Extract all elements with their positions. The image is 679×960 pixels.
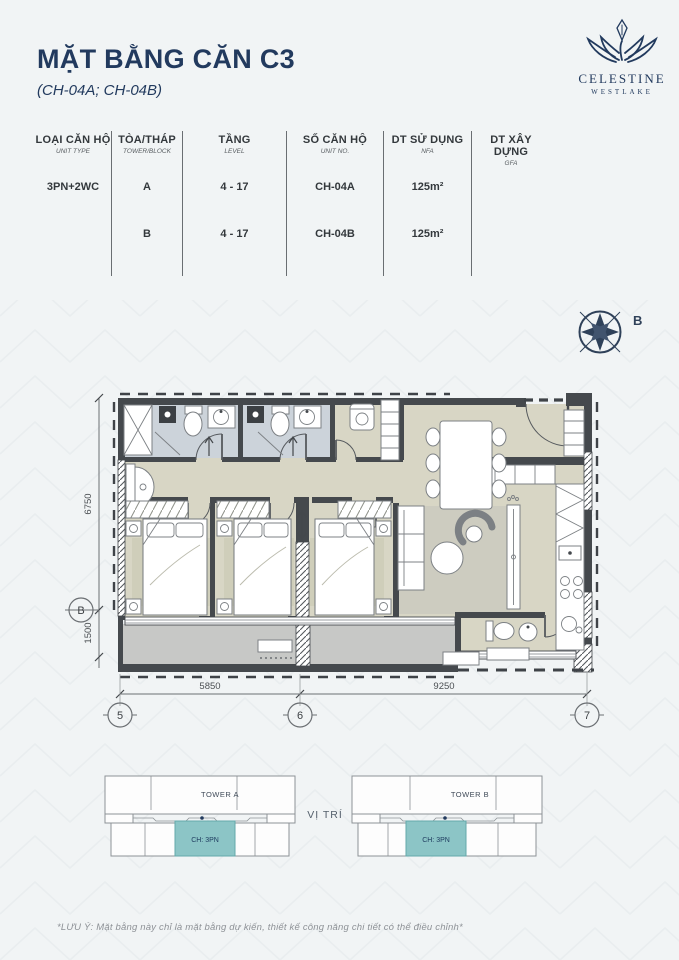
site-location-label: VỊ TRÍ (307, 809, 343, 821)
column-header: DT SỬ DỤNG (391, 134, 464, 146)
wardrobe (338, 501, 391, 518)
planter (487, 648, 529, 660)
column-header: TẦNG (218, 134, 251, 146)
grid-bubble-5: 5 (116, 710, 124, 722)
tower-a-label: TOWER A (201, 790, 239, 799)
table-cell: B (143, 227, 151, 240)
table-cell: 4 - 17 (220, 227, 249, 240)
table-column-unit-type: LOẠI CĂN HỘ UNIT TYPE 3PN+2WC (35, 131, 112, 276)
dim-bottom-left: 5850 (199, 681, 221, 692)
table-cell (472, 222, 550, 269)
wardrobe (126, 501, 188, 518)
brand-name: CELESTINE (578, 71, 666, 86)
page-title: MẶT BẰNG CĂN C3 (37, 44, 295, 74)
tower-a-unit-label: CH: 3PN (191, 837, 219, 844)
tower-a-keyplan (105, 776, 295, 856)
table-column-gfa: DT XÂY DỰNG GFA (472, 131, 550, 276)
dim-bottom-right: 9250 (433, 681, 455, 692)
table-cell (472, 175, 550, 222)
wardrobe (217, 501, 269, 518)
table-column-level: TẦNG LEVEL 4 - 17 4 - 17 (183, 131, 287, 276)
table-cell (35, 210, 111, 257)
grid-bubble-6: 6 (296, 710, 304, 722)
toilet (494, 623, 514, 640)
dim-left-lower: 1500 (83, 622, 94, 644)
tower-b-label: TOWER B (450, 790, 490, 799)
table-cell: CH-04A (315, 180, 355, 193)
table-column-unit-no: SỐ CĂN HỘ UNIT NO. CH-04A CH-04B (287, 131, 384, 276)
brand-logo (572, 12, 672, 96)
dim-left-upper: 6750 (83, 493, 94, 515)
planter (443, 652, 479, 665)
table-cell: 4 - 17 (220, 180, 249, 193)
toilet (271, 412, 289, 436)
tall-cabinet (381, 400, 399, 460)
tower-b-keyplan (352, 776, 542, 856)
tower-b-unit-label: CH: 3PN (422, 837, 450, 844)
table-column-nfa: DT SỬ DỤNG NFA 125m² 125m² (384, 131, 472, 276)
table-cell: 125m² (411, 227, 444, 240)
column-header: DT XÂY DỰNG (490, 134, 532, 158)
compass-icon (580, 312, 643, 353)
dining-set (426, 421, 506, 509)
unit-spec-table (35, 131, 550, 276)
coffee-table (431, 542, 463, 574)
page-subtitle: (CH-04A; CH-04B) (37, 82, 163, 99)
bed (234, 519, 291, 615)
bed (315, 519, 374, 615)
table-cell: 125m² (411, 180, 444, 193)
compass-north-label: B (633, 313, 643, 328)
entry-shoe-cabinet (564, 410, 584, 456)
site-key-plans (60, 763, 620, 870)
toilet (184, 412, 202, 436)
bed (143, 519, 207, 615)
planter (258, 640, 292, 652)
dining-table (440, 421, 492, 509)
brand-subname: WESTLAKE (591, 88, 653, 96)
kitchen-counter-right (556, 484, 584, 650)
lotus-logo-icon (572, 12, 672, 64)
table-cell: A (143, 180, 151, 193)
disclaimer-note: *LƯU Ý: Mặt bằng này chỉ là mặt bằng dự kiến, thiết kế công năng chi tiết có thể điều chỉnh* (57, 922, 463, 933)
floor-plan (55, 285, 665, 755)
grid-bubble-B: B (77, 605, 85, 617)
grid-bubble-7: 7 (583, 710, 591, 722)
table-cell: 3PN+2WC (46, 180, 100, 193)
table-cell: CH-04B (315, 227, 355, 240)
sofa (398, 506, 424, 590)
column-header: TÒA/THÁP (118, 134, 176, 146)
dimension-left (65, 394, 103, 668)
dimension-bottom (103, 672, 604, 727)
column-header: SỐ CĂN HỘ (302, 134, 368, 146)
column-header: LOẠI CĂN HỘ (35, 134, 111, 146)
table-column-tower: TÒA/THÁP TOWER/BLOCK A B (112, 131, 183, 276)
washing-machine (350, 404, 374, 430)
